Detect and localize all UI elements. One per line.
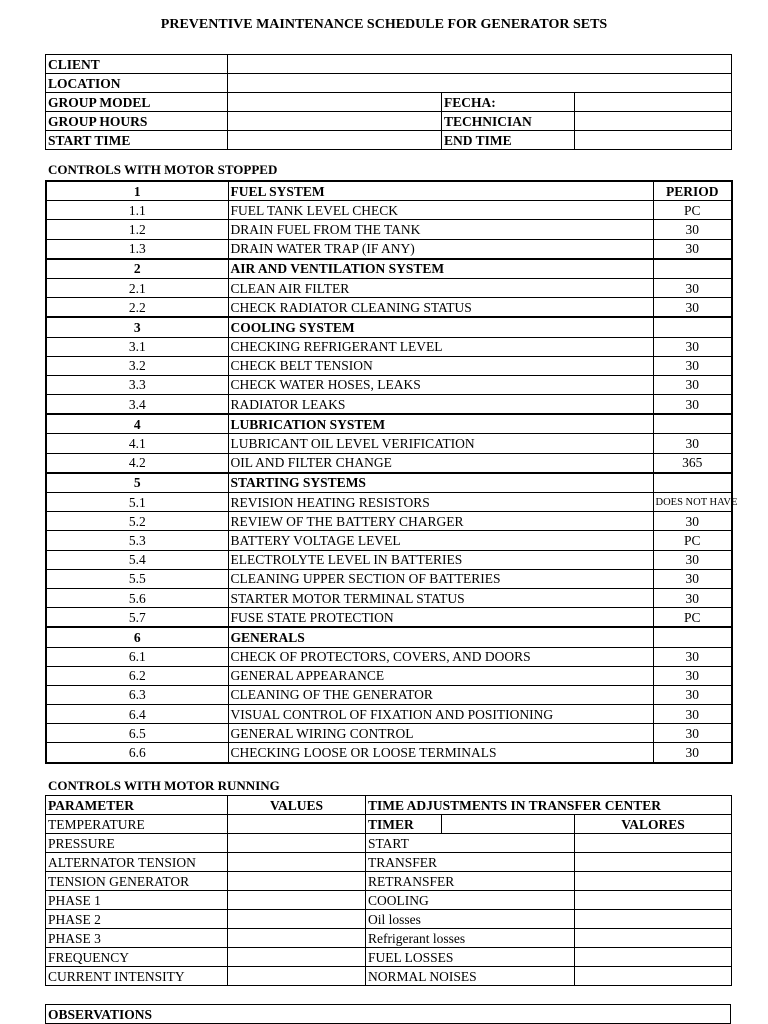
section-title: STARTING SYSTEMS — [228, 473, 653, 493]
parameter-label: TENSION GENERATOR — [46, 872, 228, 891]
task-number: 2 — [46, 259, 228, 279]
observations-label: OBSERVATIONS — [46, 1005, 731, 1024]
time-adjustments-header: TIME ADJUSTMENTS IN TRANSFER CENTER — [366, 796, 732, 815]
parameter-row — [46, 910, 732, 929]
timer-value[interactable] — [575, 929, 732, 948]
timer-label: Refrigerant losses — [366, 929, 575, 948]
task-row — [46, 666, 732, 685]
parameter-value[interactable] — [228, 948, 366, 967]
task-period: 30 — [653, 375, 732, 394]
task-row — [46, 743, 732, 763]
task-row — [46, 356, 732, 375]
task-number: 6.3 — [46, 685, 228, 704]
task-period — [653, 473, 732, 493]
task-number: 6.4 — [46, 705, 228, 724]
parameter-label: PHASE 3 — [46, 929, 228, 948]
timer-label: START — [366, 834, 575, 853]
fecha-field[interactable] — [575, 93, 732, 112]
task-row — [46, 608, 732, 628]
task-row — [46, 453, 732, 473]
parameter-label: PHASE 1 — [46, 891, 228, 910]
timer-value[interactable] — [575, 872, 732, 891]
task-number: 3.2 — [46, 356, 228, 375]
task-number: 5.1 — [46, 493, 228, 512]
timer-header: TIMER — [366, 815, 442, 834]
parameter-header: PARAMETER — [46, 796, 228, 815]
task-period: 30 — [653, 512, 732, 531]
location-field[interactable] — [228, 74, 732, 93]
timer-label: TRANSFER — [366, 853, 575, 872]
parameter-value[interactable] — [228, 815, 366, 834]
task-row — [46, 201, 732, 220]
parameter-value[interactable] — [228, 872, 366, 891]
task-number: 1.1 — [46, 201, 228, 220]
end-time-label: END TIME — [442, 131, 575, 150]
section-title: AIR AND VENTILATION SYSTEM — [228, 259, 653, 279]
task-description: CLEANING UPPER SECTION OF BATTERIES — [228, 569, 653, 588]
section-title: GENERALS — [228, 627, 653, 647]
task-period — [653, 317, 732, 337]
timer-value[interactable] — [575, 948, 732, 967]
task-description: CHECK WATER HOSES, LEAKS — [228, 375, 653, 394]
task-description: REVIEW OF THE BATTERY CHARGER — [228, 512, 653, 531]
task-period: 365 — [653, 453, 732, 473]
task-row — [46, 375, 732, 394]
timer-label: COOLING — [366, 891, 575, 910]
task-description: STARTER MOTOR TERMINAL STATUS — [228, 588, 653, 607]
task-period: PC — [653, 531, 732, 550]
task-description: BATTERY VOLTAGE LEVEL — [228, 531, 653, 550]
parameter-label: PRESSURE — [46, 834, 228, 853]
task-number: 3.3 — [46, 375, 228, 394]
task-period — [653, 627, 732, 647]
parameter-value[interactable] — [228, 891, 366, 910]
valores-header: VALORES — [575, 815, 732, 834]
period-header: PERIOD — [653, 181, 732, 201]
task-row — [46, 395, 732, 415]
task-period: 30 — [653, 220, 732, 239]
task-period: 30 — [653, 298, 732, 318]
parameter-value[interactable] — [228, 853, 366, 872]
task-description: CHECK OF PROTECTORS, COVERS, AND DOORS — [228, 647, 653, 666]
start-time-label: START TIME — [46, 131, 228, 150]
task-period: 30 — [653, 588, 732, 607]
location-label: LOCATION — [46, 74, 228, 93]
task-description: CLEAN AIR FILTER — [228, 278, 653, 297]
task-number: 6.1 — [46, 647, 228, 666]
parameter-label: PHASE 2 — [46, 910, 228, 929]
section-row — [46, 414, 732, 434]
task-description: VISUAL CONTROL OF FIXATION AND POSITIONING — [228, 705, 653, 724]
client-label: CLIENT — [46, 55, 228, 74]
task-description: CHECK RADIATOR CLEANING STATUS — [228, 298, 653, 318]
task-number: 3.4 — [46, 395, 228, 415]
task-row — [46, 298, 732, 318]
task-period: 30 — [653, 705, 732, 724]
task-number: 1.2 — [46, 220, 228, 239]
task-description: ELECTROLYTE LEVEL IN BATTERIES — [228, 550, 653, 569]
task-period: 30 — [653, 395, 732, 415]
task-description: DRAIN FUEL FROM THE TANK — [228, 220, 653, 239]
task-row — [46, 220, 732, 239]
values-header: VALUES — [228, 796, 366, 815]
task-description: FUEL TANK LEVEL CHECK — [228, 201, 653, 220]
timer-value[interactable] — [575, 910, 732, 929]
parameter-label: TEMPERATURE — [46, 815, 228, 834]
end-time-field[interactable] — [575, 131, 732, 150]
task-number: 4.2 — [46, 453, 228, 473]
technician-field[interactable] — [575, 112, 732, 131]
task-row — [46, 531, 732, 550]
task-number: 6.6 — [46, 743, 228, 763]
task-period: PC — [653, 608, 732, 628]
client-info-table — [45, 54, 732, 150]
task-number: 2.1 — [46, 278, 228, 297]
task-number: 2.2 — [46, 298, 228, 318]
parameter-row — [46, 853, 732, 872]
task-number: 5.6 — [46, 588, 228, 607]
parameter-label: ALTERNATOR TENSION — [46, 853, 228, 872]
task-number: 1 — [46, 181, 228, 201]
parameter-row — [46, 891, 732, 910]
parameter-row — [46, 872, 732, 891]
task-number: 5.4 — [46, 550, 228, 569]
task-row — [46, 493, 732, 512]
task-period: PC — [653, 201, 732, 220]
task-row — [46, 239, 732, 259]
stopped-heading: CONTROLS WITH MOTOR STOPPED — [48, 162, 278, 177]
task-description: CHECK BELT TENSION — [228, 356, 653, 375]
timer-label: FUEL LOSSES — [366, 948, 575, 967]
task-description: OIL AND FILTER CHANGE — [228, 453, 653, 473]
parameter-row — [46, 967, 732, 986]
task-description: CLEANING OF THE GENERATOR — [228, 685, 653, 704]
parameter-row — [46, 815, 732, 834]
group-model-label: GROUP MODEL — [46, 93, 228, 112]
section-title: COOLING SYSTEM — [228, 317, 653, 337]
timer-value[interactable] — [575, 834, 732, 853]
timer-value[interactable] — [575, 967, 732, 986]
client-field[interactable] — [228, 55, 732, 74]
task-row — [46, 337, 732, 356]
task-number: 5.5 — [46, 569, 228, 588]
task-row — [46, 588, 732, 607]
task-description: RADIATOR LEAKS — [228, 395, 653, 415]
timer-label: Oil losses — [366, 910, 575, 929]
task-number: 3.1 — [46, 337, 228, 356]
group-model-field[interactable] — [228, 93, 442, 112]
task-period: 30 — [653, 434, 732, 453]
task-row — [46, 705, 732, 724]
section-row — [46, 473, 732, 493]
parameter-label: FREQUENCY — [46, 948, 228, 967]
task-number: 4 — [46, 414, 228, 434]
task-description: LUBRICANT OIL LEVEL VERIFICATION — [228, 434, 653, 453]
task-period: 30 — [653, 239, 732, 259]
task-description: DRAIN WATER TRAP (IF ANY) — [228, 239, 653, 259]
task-number: 6.5 — [46, 724, 228, 743]
timer-value[interactable] — [575, 891, 732, 910]
task-row — [46, 569, 732, 588]
task-row — [46, 685, 732, 704]
task-description: FUSE STATE PROTECTION — [228, 608, 653, 628]
fecha-label: FECHA: — [442, 93, 575, 112]
task-row — [46, 434, 732, 453]
task-number: 5.3 — [46, 531, 228, 550]
group-hours-field[interactable] — [228, 112, 442, 131]
task-period: 30 — [653, 743, 732, 763]
task-period: 30 — [653, 278, 732, 297]
parameter-value[interactable] — [228, 834, 366, 853]
task-period: 30 — [653, 724, 732, 743]
task-description: GENERAL APPEARANCE — [228, 666, 653, 685]
task-row — [46, 724, 732, 743]
parameter-label: CURRENT INTENSITY — [46, 967, 228, 986]
task-period: 30 — [653, 666, 732, 685]
section-row — [46, 181, 732, 201]
technician-label: TECHNICIAN — [442, 112, 575, 131]
task-period — [653, 259, 732, 279]
task-period: 30 — [653, 647, 732, 666]
task-period: 30 — [653, 685, 732, 704]
stopped-controls-table — [45, 180, 738, 764]
timer-label: RETRANSFER — [366, 872, 575, 891]
task-number: 1.3 — [46, 239, 228, 259]
task-number: 3 — [46, 317, 228, 337]
section-title: LUBRICATION SYSTEM — [228, 414, 653, 434]
page-title: PREVENTIVE MAINTENANCE SCHEDULE FOR GENERATOR SETS — [160, 17, 608, 32]
task-description: GENERAL WIRING CONTROL — [228, 724, 653, 743]
running-controls-table — [45, 795, 732, 986]
task-period: DOES NOT HAVE — [653, 493, 732, 512]
timer-label: NORMAL NOISES — [366, 967, 575, 986]
task-period: 30 — [653, 550, 732, 569]
task-number: 6 — [46, 627, 228, 647]
parameter-value[interactable] — [228, 929, 366, 948]
task-period: 30 — [653, 337, 732, 356]
running-header-row — [46, 796, 732, 815]
task-row — [46, 647, 732, 666]
task-row — [46, 278, 732, 297]
task-description: CHECKING LOOSE OR LOOSE TERMINALS — [228, 743, 653, 763]
task-row — [46, 512, 732, 531]
task-description: REVISION HEATING RESISTORS — [228, 493, 653, 512]
task-period — [653, 414, 732, 434]
start-time-field[interactable] — [228, 131, 442, 150]
task-period: 30 — [653, 569, 732, 588]
section-row — [46, 627, 732, 647]
parameter-row — [46, 929, 732, 948]
task-period: 30 — [653, 356, 732, 375]
timer-value[interactable] — [575, 853, 732, 872]
task-description: CHECKING REFRIGERANT LEVEL — [228, 337, 653, 356]
task-number: 5.2 — [46, 512, 228, 531]
timer-spacer — [442, 815, 575, 834]
parameter-value[interactable] — [228, 967, 366, 986]
section-row — [46, 259, 732, 279]
task-number: 5 — [46, 473, 228, 493]
section-title: FUEL SYSTEM — [228, 181, 653, 201]
group-hours-label: GROUP HOURS — [46, 112, 228, 131]
parameter-value[interactable] — [228, 910, 366, 929]
parameter-row — [46, 948, 732, 967]
task-number: 5.7 — [46, 608, 228, 628]
task-number: 4.1 — [46, 434, 228, 453]
running-heading: CONTROLS WITH MOTOR RUNNING — [48, 778, 280, 793]
section-row — [46, 317, 732, 337]
task-number: 6.2 — [46, 666, 228, 685]
task-row — [46, 550, 732, 569]
observations-table — [45, 1004, 731, 1024]
parameter-row — [46, 834, 732, 853]
